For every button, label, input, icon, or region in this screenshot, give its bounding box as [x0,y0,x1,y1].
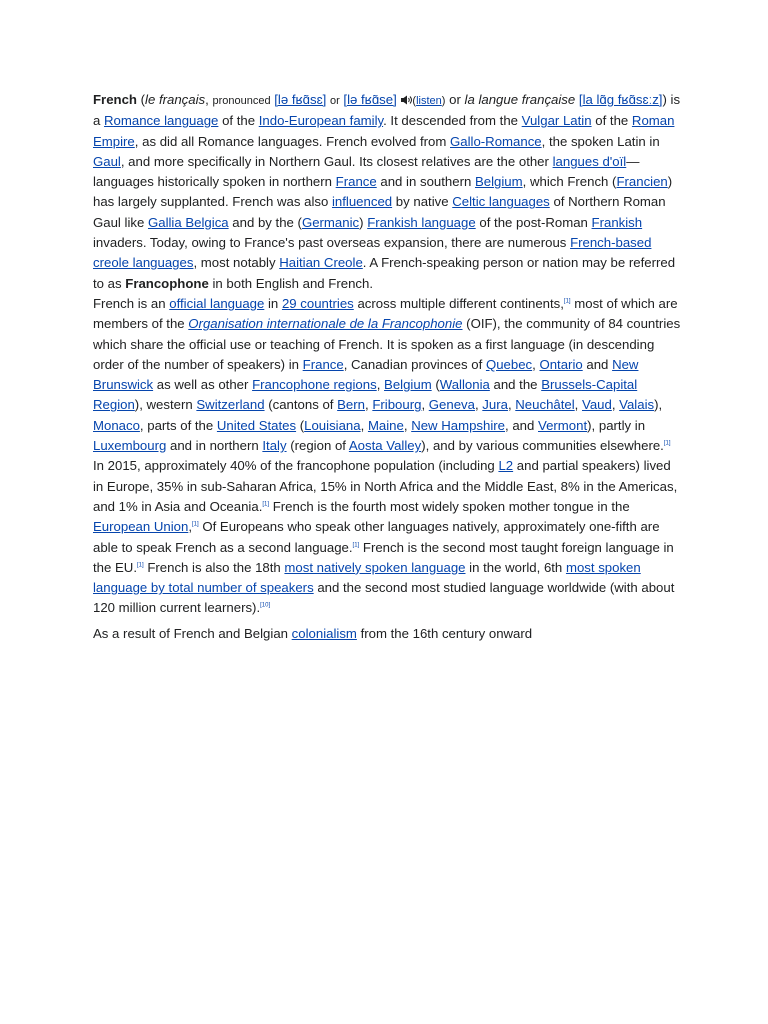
link-neuchatel[interactable]: Neuchâtel [515,397,575,413]
link-langues-doil[interactable]: langues d'oïl [552,153,627,169]
ipa-link-2[interactable]: [lə fʁɑ̃se] [343,92,397,107]
link-european-union[interactable]: European Union [93,519,189,535]
link-francophone-regions[interactable]: Francophone regions [252,377,377,393]
ipa-link-3[interactable]: [la lɑ̃ɡ fʁɑ̃sɛːz] [578,92,663,107]
link-belgium-2[interactable]: Belgium [384,377,432,393]
link-germanic[interactable]: Germanic [301,214,360,230]
link-louisiana[interactable]: Louisiana [304,417,361,433]
link-celtic-languages[interactable]: Celtic languages [452,194,550,210]
listen-link[interactable]: listen [416,95,442,107]
link-francien[interactable]: Francien [616,174,668,190]
footnote-marker[interactable]: [1] [663,440,671,447]
native-name: le français [145,92,206,107]
link-creole-languages[interactable]: French-based creole languages [93,235,652,271]
ipa-link-1[interactable]: [lə fʁɑ̃sɛ] [274,92,327,107]
link-belgium[interactable]: Belgium [474,174,523,190]
link-valais[interactable]: Valais [619,397,655,413]
link-oif[interactable]: Organisation internationale de la Francophonie [188,316,463,332]
link-vermont[interactable]: Vermont [538,417,588,433]
link-fribourg[interactable]: Fribourg [372,397,422,413]
paragraph-intro: French (le français, pronounced [lə fʁɑ̃sɛ] or [lə fʁɑ̃se] (listen) or la langue française [la lɑ̃ɡ fʁɑ̃sɛːz]) is a Romance language of the Indo-European family. It descended from the Vulgar Latin of the Roman Empire, as did all Romance languages. French evolved from Gallo-Romance, the spoken Latin in Gaul, and more specifically in Northern Gaul. Its closest relatives are the other langues d'oïl—languages historically spoken in northern France and in southern Belgium, which French (Francien) has largely supplanted. French was also influenced by native Celtic languages of Northern Roman Gaul like Gallia Belgica and by the (Germanic) Frankish language of the post-Roman Frankish invaders. Today, owing to France's past overseas expansion, there are numerous French-based creole languages, most notably Haitian Creole. A French-speaking person or nation may be referred to as Francophone in both English and French. French is an official language in 29 countries across multiple different continents,[1] most of which are members of the Organisation internationale de la Francophonie (OIF), the community of 84 countries which share the official use or teaching of French. It is spoken as a first language (in descending order of the number of speakers) in France, Canadian provinces of Quebec, Ontario and New Brunswick as well as other Francophone regions, Belgium (Wallonia and the Brussels-Capital Region), western Switzerland (cantons of Bern, Fribourg, Geneva, Jura, Neuchâtel, Vaud, Valais), Monaco, parts of the United States (Louisiana, Maine, New Hampshire, and Vermont), partly in Luxembourg and in northern Italy (region of Aosta Valley), and by various communities elsewhere.[1] In 2015, approximately 40% of the francophone population (including L2 and partial speakers) lived in Europe, 35% in sub-Saharan Africa, 15% in North Africa and the Middle East, 8% in the Americas, and 1% in Asia and Oceania.[1] French is the fourth most widely spoken mother tongue in the European Union,[1] Of Europeans who speak other languages natively, approximately one-fifth are able to speak French as a second language.[1] French is the second most taught foreign language in the EU.[1] French is also the 18th most natively spoken language in the world, 6th most spoken language by total number of speakers and the second most studied language worldwide (with about 120 million current learners).[10] [93,92,681,616]
link-france-2[interactable]: France [302,356,344,372]
footnote-marker[interactable]: [1] [136,562,144,569]
link-jura[interactable]: Jura [482,397,508,413]
footnote-marker[interactable]: [10] [260,603,271,610]
term-francophone: Francophone [125,275,209,291]
link-gallo-romance[interactable]: Gallo-Romance [450,133,542,149]
speaker-icon[interactable] [400,95,412,105]
link-gaul[interactable]: Gaul [93,153,121,169]
link-united-states[interactable]: United States [216,417,297,433]
link-luxembourg[interactable]: Luxembourg [93,438,167,454]
link-new-brunswick[interactable]: New Brunswick [93,356,639,393]
link-colonialism[interactable]: colonialism [291,626,357,641]
footnote-marker[interactable]: [1] [563,298,571,305]
link-frankish[interactable]: Frankish [591,214,643,230]
link-indo-european[interactable]: Indo-European family [258,113,384,129]
link-l2[interactable]: L2 [498,458,514,474]
link-frankish-language[interactable]: Frankish language [367,214,476,230]
link-gallia-belgica[interactable]: Gallia Belgica [147,214,229,230]
footnote-marker[interactable]: [1] [192,521,199,528]
link-vaud[interactable]: Vaud [582,397,612,413]
link-italy[interactable]: Italy [262,438,287,454]
link-france[interactable]: France [335,174,377,190]
native-name-2: la langue française [464,92,576,107]
footnote-marker[interactable]: [1] [262,501,270,508]
link-haitian-creole[interactable]: Haitian Creole [279,255,363,271]
link-roman-empire[interactable]: Roman Empire [93,113,675,149]
link-brussels[interactable]: Brussels-Capital Region [93,377,638,413]
link-bern[interactable]: Bern [337,397,365,413]
link-quebec[interactable]: Quebec [485,356,533,372]
link-wallonia[interactable]: Wallonia [439,377,490,393]
link-official-language[interactable]: official language [169,295,265,311]
link-aosta-valley[interactable]: Aosta Valley [348,438,422,454]
link-geneva[interactable]: Geneva [428,397,475,413]
footnote-marker[interactable]: [1] [352,542,360,549]
pronounced-label: pronounced [212,95,271,107]
link-switzerland[interactable]: Switzerland [196,397,265,413]
link-29-countries[interactable]: 29 countries [281,295,354,311]
link-ontario[interactable]: Ontario [539,356,583,372]
link-maine[interactable]: Maine [367,417,404,433]
link-influenced[interactable]: influenced [331,194,393,210]
link-vulgar-latin[interactable]: Vulgar Latin [521,113,592,129]
link-romance-language[interactable]: Romance language [104,113,219,129]
term-french: French [93,92,137,107]
paragraph-colonialism: As a result of French and Belgian colonialism from the 16th century onward [93,626,533,641]
link-most-natively-spoken[interactable]: most natively spoken language [284,559,466,575]
link-new-hampshire[interactable]: New Hampshire [411,417,505,433]
link-monaco[interactable]: Monaco [93,417,140,433]
link-most-spoken-total[interactable]: most spoken language by total number of speakers [93,559,641,596]
